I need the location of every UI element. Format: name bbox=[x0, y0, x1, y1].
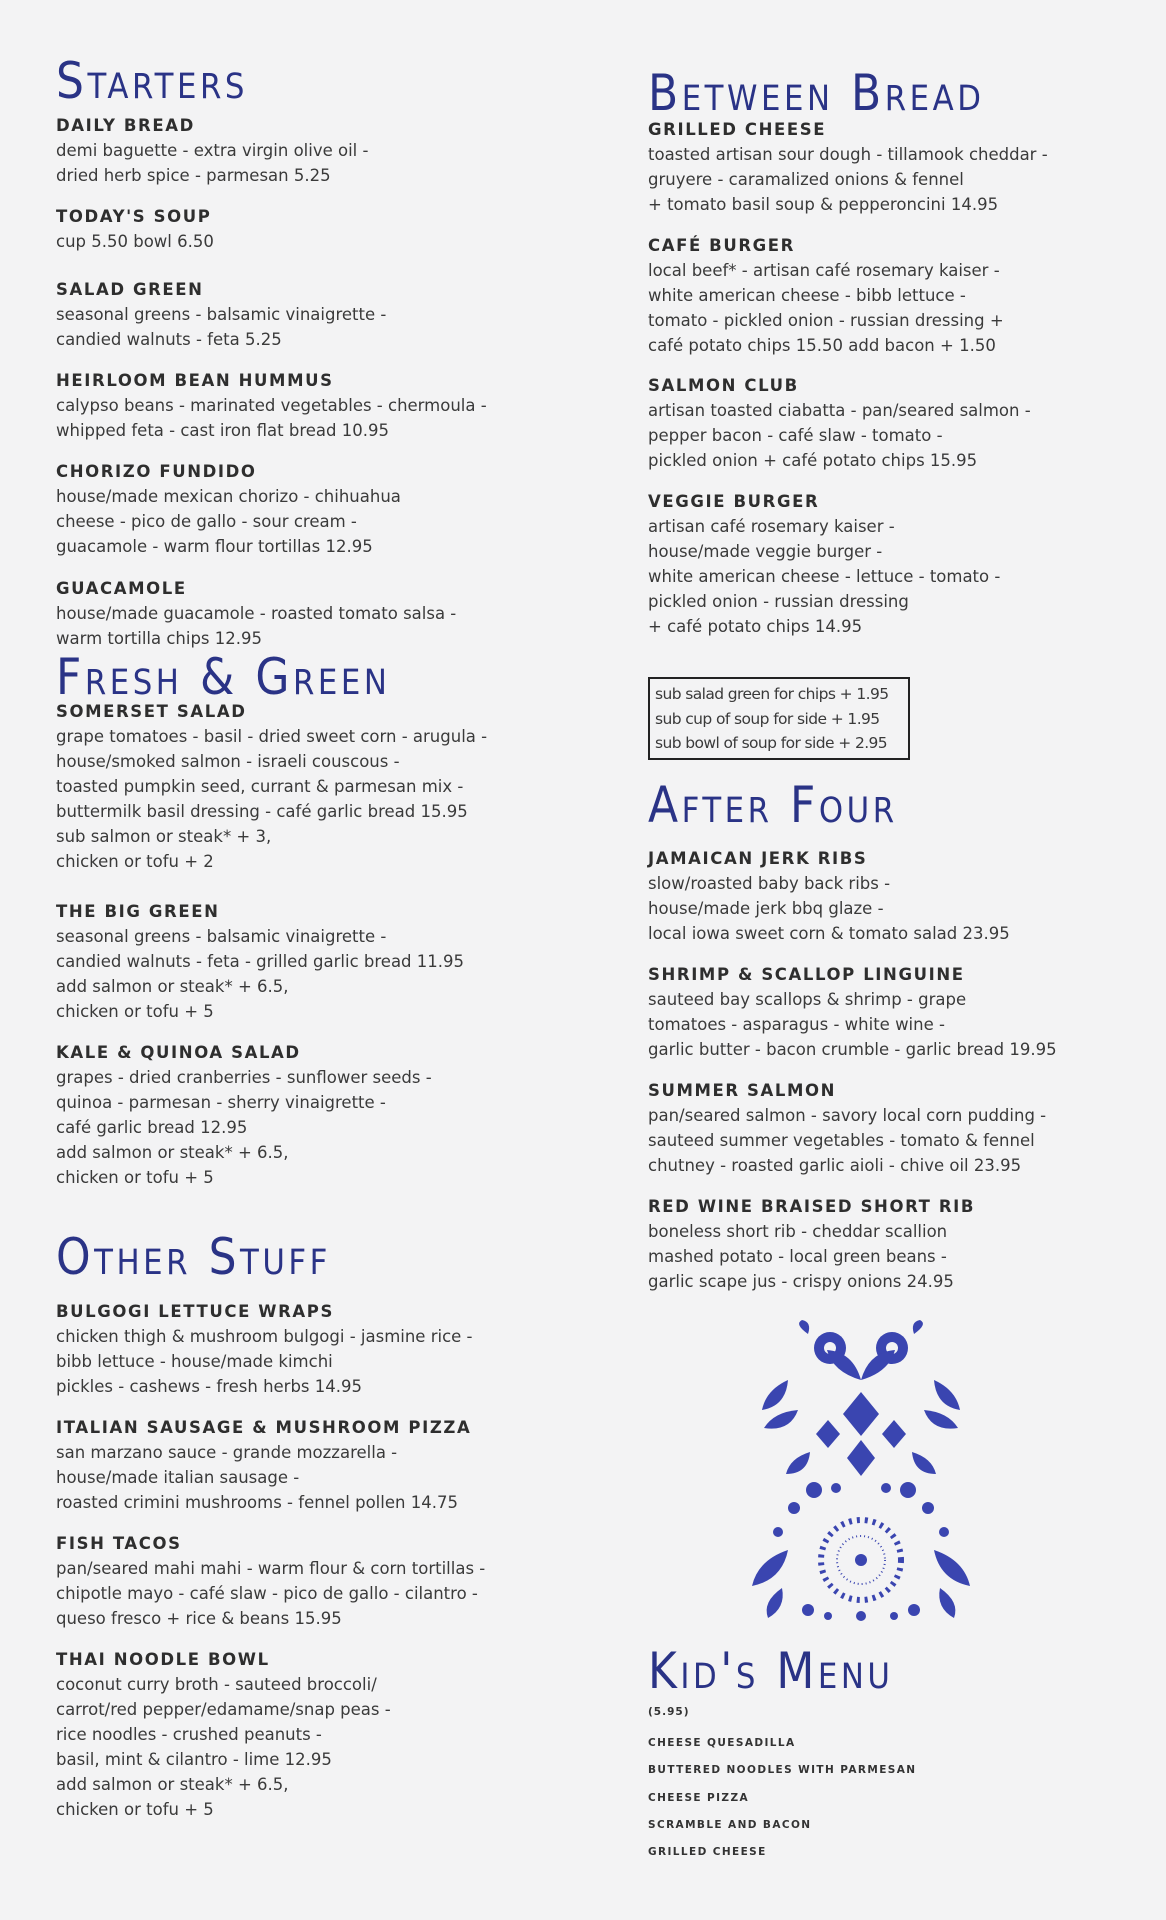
fresh-green-heading: Fresh & Green bbox=[56, 648, 391, 706]
menu-item bbox=[56, 369, 576, 443]
menu-item-description bbox=[56, 1672, 576, 1822]
menu-item-name: SUMMER SALMON bbox=[648, 1081, 837, 1100]
menu-item-description bbox=[56, 393, 576, 443]
menu-item-description-line: tomatoes - asparagus - white wine - bbox=[648, 1015, 945, 1034]
menu-item-description-line: quinoa - parmesan - sherry vinaigrette - bbox=[56, 1093, 386, 1112]
menu-item-description-line: café garlic bread 12.95 bbox=[56, 1118, 248, 1137]
menu-item-name: HEIRLOOM BEAN HUMMUS bbox=[56, 371, 334, 390]
menu-item-description-line: coconut curry broth - sauteed broccoli/ bbox=[56, 1675, 377, 1694]
menu-item-description-line: grape tomatoes - basil - dried sweet corn - arugula - bbox=[56, 727, 488, 746]
menu-item-description bbox=[56, 1556, 576, 1631]
menu-item-name: CHORIZO FUNDIDO bbox=[56, 462, 257, 481]
menu-item bbox=[56, 577, 576, 651]
menu-item bbox=[648, 234, 1166, 358]
menu-item-description-line: carrot/red pepper/edamame/snap peas - bbox=[56, 1700, 391, 1719]
menu-item bbox=[56, 1416, 576, 1515]
menu-item-description-line: seasonal greens - balsamic vinaigrette - bbox=[56, 305, 387, 324]
menu-item-description bbox=[648, 871, 1166, 946]
menu-item-description-line: sauteed summer vegetables - tomato & fennel bbox=[648, 1131, 1035, 1150]
menu-item bbox=[648, 374, 1166, 473]
kids-menu-item: CHEESE PIZZA bbox=[648, 1791, 749, 1804]
menu-item bbox=[648, 847, 1166, 946]
menu-item-description-line: pickles - cashews - fresh herbs 14.95 bbox=[56, 1377, 363, 1396]
menu-item-description-line: dried herb spice - parmesan 5.25 bbox=[56, 166, 331, 185]
menu-item-description-line: chipotle mayo - café slaw - pico de gallo - cilantro - bbox=[56, 1584, 478, 1603]
starters-heading: Starters bbox=[56, 52, 248, 110]
menu-item-description bbox=[56, 601, 576, 651]
menu-item-name: VEGGIE BURGER bbox=[648, 492, 820, 511]
menu-item bbox=[56, 1532, 576, 1631]
menu-item-name: SOMERSET SALAD bbox=[56, 702, 247, 721]
menu-item-description-line: boneless short rib - cheddar scallion bbox=[648, 1222, 948, 1241]
menu-item-description-line: rice noodles - crushed peanuts - bbox=[56, 1725, 322, 1744]
menu-item-name: FISH TACOS bbox=[56, 1534, 182, 1553]
menu-item-description bbox=[648, 1103, 1166, 1178]
menu-item-description-line: demi baguette - extra virgin olive oil - bbox=[56, 141, 369, 160]
menu-item bbox=[648, 1079, 1166, 1178]
menu-item-description bbox=[56, 724, 576, 874]
menu-item-name: TODAY'S SOUP bbox=[56, 207, 212, 226]
kids-menu-heading: Kid's Menu bbox=[648, 1642, 894, 1700]
menu-item bbox=[648, 118, 1166, 217]
menu-item-name: GUACAMOLE bbox=[56, 579, 187, 598]
between-bread-heading: Between Bread bbox=[648, 64, 985, 122]
menu-item-description-line: garlic butter - bacon crumble - garlic bread 19.95 bbox=[648, 1040, 1057, 1059]
menu-item-description-line: candied walnuts - feta - grilled garlic bread 11.95 bbox=[56, 952, 465, 971]
menu-item-description-line: + café potato chips 14.95 bbox=[648, 617, 863, 636]
menu-item-name: SHRIMP & SCALLOP LINGUINE bbox=[648, 965, 965, 984]
menu-item-description bbox=[56, 302, 576, 352]
menu-item bbox=[56, 205, 576, 254]
menu-item-description-line: café potato chips 15.50 add bacon + 1.50 bbox=[648, 336, 996, 355]
kids-menu-item: SCRAMBLE AND BACON bbox=[648, 1818, 812, 1831]
menu-item bbox=[56, 460, 576, 559]
menu-item-description-line: seasonal greens - balsamic vinaigrette - bbox=[56, 927, 387, 946]
menu-item-description-line: add salmon or steak* + 6.5, bbox=[56, 1143, 289, 1162]
menu-item-description bbox=[648, 142, 1166, 217]
menu-item bbox=[648, 1195, 1166, 1294]
menu-item-description bbox=[648, 398, 1166, 473]
menu-item-description-line: mashed potato - local green beans - bbox=[648, 1247, 947, 1266]
menu-item-description-line: pickled onion - russian dressing bbox=[648, 592, 909, 611]
kids-menu-item: BUTTERED NOODLES WITH PARMESAN bbox=[648, 1764, 917, 1777]
menu-item-description-line: artisan toasted ciabatta - pan/seared salmon - bbox=[648, 401, 1031, 420]
menu-item-description-line: toasted pumpkin seed, currant & parmesan mix - bbox=[56, 777, 464, 796]
substitution-line: sub bowl of soup for side + 2.95 bbox=[655, 734, 888, 752]
after-four-heading: After Four bbox=[648, 776, 898, 834]
menu-item-name: KALE & QUINOA SALAD bbox=[56, 1043, 301, 1062]
menu-item-description-line: house/made jerk bbq glaze - bbox=[648, 899, 884, 918]
menu-item bbox=[56, 1648, 576, 1822]
menu-item-description-line: artisan café rosemary kaiser - bbox=[648, 517, 895, 536]
menu-item-description-line: san marzano sauce - grande mozzarella - bbox=[56, 1443, 398, 1462]
menu-item-description bbox=[56, 1065, 576, 1190]
folk-ornament-icon bbox=[748, 1320, 974, 1622]
menu-item-description-line: chicken or tofu + 5 bbox=[56, 1002, 214, 1021]
menu-item-description-line: house/made veggie burger - bbox=[648, 542, 883, 561]
menu-item-name: DAILY BREAD bbox=[56, 116, 195, 135]
menu-item-description bbox=[56, 924, 576, 1024]
menu-item-description-line: warm tortilla chips 12.95 bbox=[56, 629, 263, 648]
menu-item-description-line: cup 5.50 bowl 6.50 bbox=[56, 232, 214, 251]
menu-item-name: GRILLED CHEESE bbox=[648, 120, 827, 139]
menu-item-description-line: calypso beans - marinated vegetables - chermoula - bbox=[56, 396, 487, 415]
menu-item-name: SALAD GREEN bbox=[56, 280, 204, 299]
menu-item-description-line: house/made guacamole - roasted tomato salsa - bbox=[56, 604, 457, 623]
menu-item-description-line: pepper bacon - café slaw - tomato - bbox=[648, 426, 943, 445]
menu-item-name: BULGOGI LETTUCE WRAPS bbox=[56, 1302, 334, 1321]
menu-item-description-line: chicken or tofu + 5 bbox=[56, 1168, 214, 1187]
menu-item-description-line: chicken thigh & mushroom bulgogi - jasmine rice - bbox=[56, 1327, 473, 1346]
menu-item bbox=[56, 1041, 576, 1190]
menu-item-description bbox=[648, 514, 1166, 639]
menu-item-description-line: grapes - dried cranberries - sunflower seeds - bbox=[56, 1068, 432, 1087]
menu-item-description bbox=[648, 987, 1166, 1062]
menu-item-description-line: chicken or tofu + 5 bbox=[56, 1800, 214, 1819]
menu-item-description-line: white american cheese - bibb lettuce - bbox=[648, 286, 966, 305]
menu-item-description-line: garlic scape jus - crispy onions 24.95 bbox=[648, 1272, 954, 1291]
menu-item-description-line: guacamole - warm flour tortillas 12.95 bbox=[56, 537, 373, 556]
kids-menu-price: (5.95) bbox=[648, 1706, 690, 1718]
menu-item-name: RED WINE BRAISED SHORT RIB bbox=[648, 1197, 976, 1216]
menu-item-description-line: chicken or tofu + 2 bbox=[56, 852, 214, 871]
menu-item-description-line: sub salmon or steak* + 3, bbox=[56, 827, 272, 846]
kids-menu-list bbox=[648, 1730, 916, 1866]
menu-item-description-line: buttermilk basil dressing - café garlic bread 15.95 bbox=[56, 802, 468, 821]
substitution-line: sub salad green for chips + 1.95 bbox=[655, 685, 889, 703]
kids-menu-item: GRILLED CHEESE bbox=[648, 1846, 767, 1859]
menu-item-description bbox=[56, 138, 576, 188]
other-stuff-heading: Other Stuff bbox=[56, 1228, 331, 1286]
menu-item-description-line: slow/roasted baby back ribs - bbox=[648, 874, 891, 893]
menu-item-description bbox=[648, 1219, 1166, 1294]
menu-item bbox=[56, 700, 576, 874]
menu-item-name: JAMAICAN JERK RIBS bbox=[648, 849, 868, 868]
menu-item bbox=[648, 490, 1166, 639]
menu-item bbox=[56, 1300, 576, 1399]
menu-item-description-line: local beef* - artisan café rosemary kaiser - bbox=[648, 261, 1000, 280]
menu-item-description-line: local iowa sweet corn & tomato salad 23.95 bbox=[648, 924, 1010, 943]
substitutions-box bbox=[648, 677, 910, 760]
menu-item-description-line: white american cheese - lettuce - tomato - bbox=[648, 567, 1001, 586]
menu-item-description-line: toasted artisan sour dough - tillamook cheddar - bbox=[648, 145, 1048, 164]
menu-item-description-line: house/made italian sausage - bbox=[56, 1468, 300, 1487]
menu-item-description-line: add salmon or steak* + 6.5, bbox=[56, 977, 289, 996]
menu-item-description-line: pickled onion + café potato chips 15.95 bbox=[648, 451, 978, 470]
menu-item-name: THAI NOODLE BOWL bbox=[56, 1650, 270, 1669]
menu-item-description-line: house/smoked salmon - israeli couscous - bbox=[56, 752, 400, 771]
menu-item-description-line: sauteed bay scallops & shrimp - grape bbox=[648, 990, 967, 1009]
menu-item-description bbox=[56, 1324, 576, 1399]
menu-item-name: CAFÉ BURGER bbox=[648, 236, 795, 255]
menu-item-description bbox=[648, 258, 1166, 358]
menu-item-name: SALMON CLUB bbox=[648, 376, 799, 395]
menu-item-description-line: add salmon or steak* + 6.5, bbox=[56, 1775, 289, 1794]
menu-item-name: ITALIAN SAUSAGE & MUSHROOM PIZZA bbox=[56, 1418, 472, 1437]
menu-item bbox=[56, 900, 576, 1024]
menu-item-description-line: chutney - roasted garlic aioli - chive oil 23.95 bbox=[648, 1156, 1022, 1175]
menu-item-description-line: roasted crimini mushrooms - fennel pollen 14.75 bbox=[56, 1493, 458, 1512]
menu-item-description bbox=[56, 1440, 576, 1515]
menu-item bbox=[56, 278, 576, 352]
menu-item-description-line: basil, mint & cilantro - lime 12.95 bbox=[56, 1750, 332, 1769]
menu-item bbox=[56, 114, 576, 188]
menu-item-description-line: house/made mexican chorizo - chihuahua bbox=[56, 487, 401, 506]
kids-menu-item: CHEESE QUESADILLA bbox=[648, 1737, 796, 1749]
menu-item-description-line: queso fresco + rice & beans 15.95 bbox=[56, 1609, 342, 1628]
menu-item-description-line: whipped feta - cast iron flat bread 10.95 bbox=[56, 421, 389, 440]
menu-item-description-line: bibb lettuce - house/made kimchi bbox=[56, 1352, 333, 1371]
menu-item-description-line: pan/seared salmon - savory local corn pudding - bbox=[648, 1106, 1047, 1125]
menu-item-name: THE BIG GREEN bbox=[56, 902, 220, 921]
menu-item-description bbox=[56, 484, 576, 559]
menu-item-description bbox=[56, 229, 576, 254]
menu-item-description-line: tomato - pickled onion - russian dressing + bbox=[648, 311, 1004, 330]
menu-item-description-line: cheese - pico de gallo - sour cream - bbox=[56, 512, 357, 531]
menu-item-description-line: + tomato basil soup & pepperoncini 14.95 bbox=[648, 195, 999, 214]
menu-item-description-line: candied walnuts - feta 5.25 bbox=[56, 330, 282, 349]
menu-item-description-line: pan/seared mahi mahi - warm flour & corn tortillas - bbox=[56, 1559, 486, 1578]
substitution-line: sub cup of soup for side + 1.95 bbox=[655, 709, 880, 728]
menu-item-description-line: gruyere - caramalized onions & fennel bbox=[648, 170, 964, 189]
menu-item bbox=[648, 963, 1166, 1062]
